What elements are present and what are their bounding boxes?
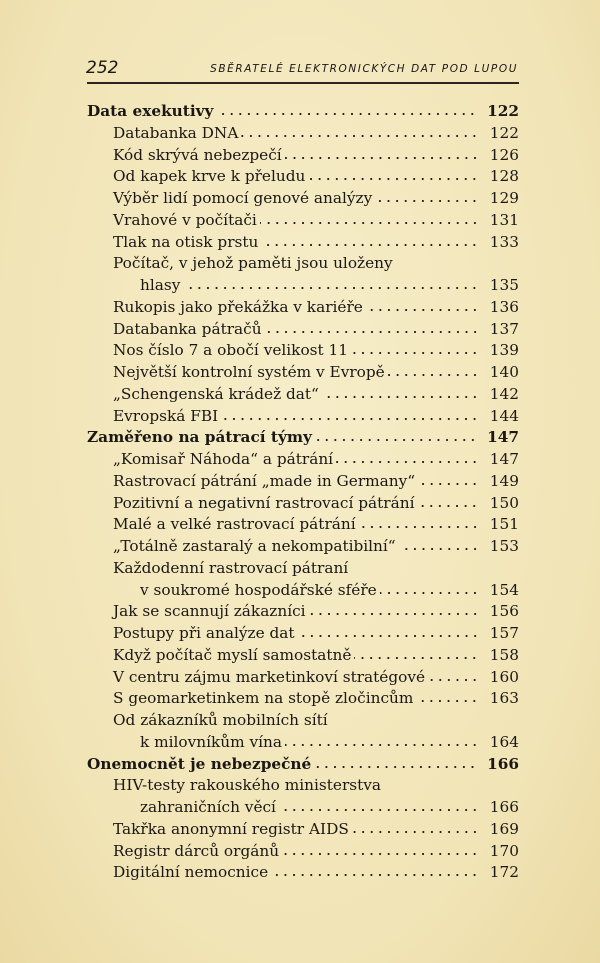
toc-page-number: 147: [487, 428, 519, 447]
toc-page-number: 154: [489, 580, 519, 599]
toc-entry-title: Postupy při analýze dat: [113, 624, 295, 642]
table-of-contents: [0, 101, 600, 884]
toc-section[interactable]: [113, 775, 519, 797]
toc-section[interactable]: [113, 536, 519, 558]
toc-page-number: 158: [489, 645, 519, 664]
toc-section[interactable]: [113, 232, 519, 254]
dot-leader: [221, 417, 479, 421]
toc-section-continuation[interactable]: [140, 797, 519, 819]
toc-entry-title: Zaměřeno na pátrací týmy: [87, 428, 312, 447]
dot-leader: [265, 330, 479, 334]
header-rule: [87, 82, 519, 84]
toc-page-number: 131: [489, 210, 519, 229]
toc-section[interactable]: [113, 601, 519, 623]
dot-leader: [417, 504, 479, 508]
toc-page-number: 153: [489, 537, 519, 555]
toc-entry-title: Malé a velké rastrovací pátrání: [113, 515, 356, 534]
toc-page-number: 166: [487, 754, 519, 773]
toc-page-number: 160: [489, 667, 519, 686]
dot-leader: [375, 199, 479, 203]
dot-leader: [428, 678, 479, 682]
page-number: 252: [86, 58, 119, 78]
toc-section[interactable]: [113, 514, 519, 536]
dot-leader: [285, 743, 479, 747]
toc-chapter[interactable]: [87, 427, 519, 449]
toc-section[interactable]: [113, 819, 519, 841]
toc-entry-title: Evropská FBI: [113, 406, 219, 425]
toc-entry-title: k milovníkům vína: [140, 732, 283, 751]
toc-section[interactable]: [113, 471, 519, 493]
toc-entry-title: Počítač, v jehož paměti jsou uloženy: [113, 254, 393, 273]
toc-entry-title: Každodenní rastrovací pátraní: [113, 558, 349, 577]
toc-section[interactable]: [113, 123, 519, 145]
toc-entry-title: Data exekutivy: [87, 102, 214, 120]
dot-leader: [314, 765, 477, 769]
toc-entry-title: Jak se scannují zákazníci: [113, 602, 306, 621]
toc-entry-title: Výběr lidí pomocí genové analýzy: [113, 189, 373, 207]
dot-leader: [285, 156, 479, 160]
toc-section[interactable]: [113, 406, 519, 428]
toc-section[interactable]: [113, 645, 519, 667]
toc-entry-title: Registr dárců orgánů: [113, 841, 280, 860]
toc-page-number: 142: [489, 384, 519, 403]
toc-page-number: 151: [489, 515, 519, 534]
toc-section[interactable]: [113, 558, 519, 580]
toc-chapter[interactable]: [87, 101, 519, 123]
toc-page-number: 164: [489, 732, 519, 751]
toc-section-continuation[interactable]: [140, 275, 519, 297]
toc-section[interactable]: [113, 340, 519, 362]
toc-section[interactable]: [113, 493, 519, 515]
toc-section[interactable]: [113, 449, 519, 471]
toc-entry-title: Od kapek krve k přeludu: [113, 167, 306, 186]
toc-section[interactable]: [113, 862, 519, 884]
toc-entry-title: „Totálně zastaralý a nekompatibilní“: [113, 537, 396, 555]
toc-entry-title: zahraničních věcí: [140, 798, 276, 816]
dot-leader: [399, 547, 479, 551]
toc-section[interactable]: [113, 145, 519, 167]
dot-leader: [418, 482, 479, 486]
running-title: SBĚRATELÉ ELEKTRONICKÝCH DAT POD LUPOU: [210, 63, 518, 75]
toc-page-number: 144: [489, 406, 519, 425]
toc-section[interactable]: [113, 166, 519, 188]
toc-section[interactable]: [113, 623, 519, 645]
toc-entry-title: Takřka anonymní registr AIDS: [113, 819, 349, 838]
toc-entry-title: Pozitivní a negativní rastrovací pátrání: [113, 493, 415, 512]
dot-leader: [380, 591, 479, 595]
dot-leader: [183, 286, 479, 290]
toc-page-number: 128: [489, 167, 519, 186]
dot-leader: [351, 351, 479, 355]
toc-page-number: 137: [489, 319, 519, 338]
toc-entry-title: V centru zájmu marketinkoví stratégové: [113, 667, 426, 686]
dot-leader: [261, 243, 479, 247]
dot-leader: [241, 134, 479, 138]
dot-leader: [416, 699, 479, 703]
toc-section[interactable]: [113, 319, 519, 341]
toc-page-number: 135: [489, 276, 519, 294]
toc-entry-title: Rukopis jako překážka v kariéře: [113, 297, 363, 316]
toc-entry-title: v soukromé hospodářské sféře: [140, 580, 377, 599]
toc-entry-title: Databanka pátračů: [113, 319, 262, 338]
toc-page-number: 170: [489, 841, 519, 860]
toc-section[interactable]: [113, 384, 519, 406]
dot-leader: [336, 460, 479, 464]
toc-page-number: 133: [489, 232, 519, 251]
toc-section[interactable]: [113, 188, 519, 210]
dot-leader: [352, 830, 479, 834]
dot-leader: [271, 873, 479, 877]
toc-entry-title: „Komisař Náhoda“ a pátrání: [113, 450, 334, 468]
dot-leader: [354, 656, 479, 660]
dot-leader: [322, 395, 479, 399]
toc-page-number: 140: [489, 363, 519, 381]
toc-page-number: 122: [487, 102, 519, 120]
toc-entry-title: Když počítač myslí samostatně: [113, 645, 352, 664]
toc-section[interactable]: [113, 710, 519, 732]
toc-page-number: 147: [489, 450, 519, 468]
toc-page-number: 150: [489, 493, 519, 512]
toc-page-number: 139: [489, 341, 519, 360]
toc-section[interactable]: [113, 362, 519, 384]
toc-page-number: 169: [489, 819, 519, 838]
toc-entry-title: Databanka DNA: [113, 123, 239, 142]
toc-chapter[interactable]: [87, 754, 519, 776]
toc-section[interactable]: [113, 253, 519, 275]
toc-page-number: 166: [489, 798, 519, 816]
toc-page-number: 156: [489, 602, 519, 621]
dot-leader: [298, 634, 479, 638]
toc-entry-title: HIV-testy rakouského ministerstva: [113, 776, 382, 795]
toc-page-number: 136: [489, 297, 519, 316]
toc-entry-title: Největší kontrolní systém v Evropě: [113, 363, 385, 381]
dot-leader: [308, 177, 479, 181]
toc-section[interactable]: [113, 841, 519, 863]
toc-entry-title: Vrahové v počítači: [113, 210, 257, 229]
dot-leader: [260, 221, 479, 225]
dot-leader: [279, 808, 479, 812]
toc-section[interactable]: [113, 297, 519, 319]
toc-page-number: 157: [489, 624, 519, 642]
dot-leader: [359, 525, 479, 529]
toc-section[interactable]: [113, 210, 519, 232]
dot-leader: [216, 112, 477, 116]
toc-entry-title: hlasy: [140, 276, 181, 294]
toc-section[interactable]: [113, 667, 519, 689]
toc-entry-title: Nos číslo 7 a obočí velikost 11: [113, 341, 348, 360]
toc-entry-title: Od zákazníků mobilních sítí: [113, 711, 328, 729]
dot-leader: [282, 852, 479, 856]
toc-section[interactable]: [113, 688, 519, 710]
toc-entry-title: Rastrovací pátrání „made in Germany“: [113, 471, 416, 490]
toc-page-number: 129: [489, 189, 519, 207]
dot-leader: [315, 438, 477, 442]
toc-entry-title: S geomarketinkem na stopě zločincům: [113, 689, 414, 708]
toc-page-number: 126: [489, 145, 519, 164]
toc-page-number: 163: [489, 689, 519, 708]
toc-entry-title: Tlak na otisk prstu: [113, 232, 259, 251]
toc-entry-title: Digitální nemocnice: [113, 863, 269, 882]
toc-section-continuation[interactable]: [140, 732, 519, 754]
toc-page-number: 122: [489, 123, 519, 142]
toc-page-number: 149: [489, 471, 519, 490]
dot-leader: [309, 612, 479, 616]
toc-page-number: 172: [489, 863, 519, 882]
dot-leader: [388, 373, 479, 377]
toc-entry-title: Kód skrývá nebezpečí: [113, 145, 282, 164]
toc-entry-title: „Schengenská krádež dat“: [113, 384, 319, 403]
toc-section-continuation[interactable]: [140, 580, 519, 602]
dot-leader: [366, 308, 479, 312]
toc-entry-title: Onemocnět je nebezpečné: [87, 754, 312, 773]
